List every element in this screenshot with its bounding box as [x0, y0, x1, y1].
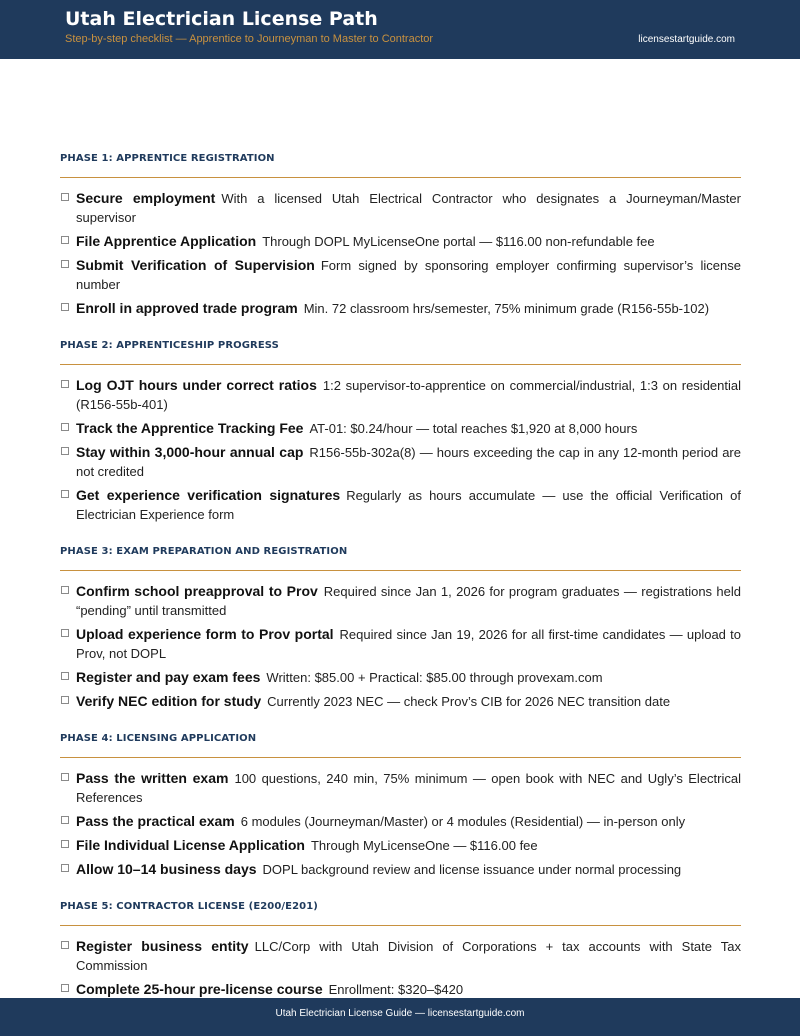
checklist-item-label: Enroll in approved trade program [76, 300, 298, 316]
checklist-item [60, 189, 741, 227]
checkbox[interactable] [61, 816, 69, 824]
phase-section [60, 332, 741, 524]
checklist-item-description: Through MyLicenseOne — $116.00 fee [310, 838, 538, 853]
checklist-item-label: Verify NEC edition for study [76, 693, 262, 709]
checklist-item-label: File Individual License Application [76, 837, 305, 853]
checklist-item [60, 860, 741, 879]
checklist-item [60, 419, 741, 438]
checklist-item [60, 692, 741, 711]
checklist-item-label: Get experience verification signatures [76, 487, 341, 503]
checkbox[interactable] [61, 672, 69, 680]
checklist-item-label: File Apprentice Application [76, 233, 257, 249]
footer-text: Utah Electrician License Guide — licensestartguide.com [275, 1008, 525, 1019]
checklist [60, 769, 741, 879]
checklist-item [60, 769, 741, 807]
checklist-item [60, 668, 741, 687]
checklist-item-label: Secure employment [76, 190, 216, 206]
checkbox[interactable] [61, 193, 69, 201]
phase-section [60, 538, 741, 711]
checklist-item-description: 100 questions, 240 min, 75% minimum — open book with NEC and Ugly’s Electrical References [76, 771, 741, 805]
page-header [0, 0, 800, 59]
checkbox[interactable] [61, 303, 69, 311]
checklist-item [60, 232, 741, 251]
checklist-item-label: Register and pay exam fees [76, 669, 261, 685]
checkbox[interactable] [61, 941, 69, 949]
page-subtitle: Step-by-step checklist — Apprentice to Journeyman to Master to Contractor [65, 33, 434, 45]
checklist-item [60, 256, 741, 294]
checklist-item-label: Log OJT hours under correct ratios [76, 377, 317, 393]
checklist-item-label: Submit Verification of Supervision [76, 257, 315, 273]
checklist-item-description: 1:2 supervisor-to-apprentice on commercial/industrial, 1:3 on residential (R156-55b-401) [76, 378, 742, 412]
checklist-item-description: Enrollment: $320–$420 [328, 982, 464, 997]
checklist [60, 937, 741, 999]
checklist-item-description: LLC/Corp with Utah Division of Corporations + tax accounts with State Tax Commission [76, 939, 741, 973]
phase-title: PHASE 1: APPRENTICE REGISTRATION [60, 145, 741, 178]
checklist-item-description: Min. 72 classroom hrs/semester, 75% minimum grade (R156-55b-102) [303, 301, 710, 316]
checkbox[interactable] [61, 236, 69, 244]
checklist-item-label: Upload experience form to Prov portal [76, 626, 334, 642]
checklist-item-description: 6 modules (Journeyman/Master) or 4 modules (Residential) — in-person only [240, 814, 686, 829]
checkbox[interactable] [61, 696, 69, 704]
checklist-item-label: Complete 25-hour pre-license course [76, 981, 323, 997]
page-title: Utah Electrician License Path [65, 8, 378, 30]
checklist-item [60, 376, 741, 414]
checklist-item-description: Required since Jan 19, 2026 for all first-time candidates — upload to Prov, not DOPL [76, 627, 741, 661]
phase-title: PHASE 5: CONTRACTOR LICENSE (E200/E201) [60, 893, 741, 926]
checklist-item-description: Currently 2023 NEC — check Prov’s CIB for 2026 NEC transition date [267, 694, 671, 709]
checklist-item [60, 980, 741, 999]
checklist-item [60, 812, 741, 831]
checklist-item-description: Form signed by sponsoring employer confirming supervisor’s license number [76, 258, 741, 292]
checklist [60, 189, 741, 318]
checkbox[interactable] [61, 864, 69, 872]
phase-section [60, 145, 741, 318]
checklist-content [60, 145, 741, 1013]
checkbox[interactable] [61, 490, 69, 498]
checklist-item-label: Allow 10–14 business days [76, 861, 257, 877]
checklist-item [60, 299, 741, 318]
checkbox[interactable] [61, 984, 69, 992]
checkbox[interactable] [61, 260, 69, 268]
checklist-item-label: Track the Apprentice Tracking Fee [76, 420, 304, 436]
checklist-item [60, 582, 741, 620]
phase-section [60, 893, 741, 999]
checklist-item-description: Written: $85.00 + Practical: $85.00 through provexam.com [266, 670, 603, 685]
page-footer [0, 998, 800, 1036]
checklist-item-description: With a licensed Utah Electrical Contractor who designates a Journeyman/Master supervisor [76, 191, 741, 225]
phase-title: PHASE 3: EXAM PREPARATION AND REGISTRATION [60, 538, 741, 571]
checklist-item-description: Required since Jan 1, 2026 for program graduates — registrations held “pending” until transmitted [76, 584, 741, 618]
phase-title: PHASE 4: LICENSING APPLICATION [60, 725, 741, 758]
checklist-item-description: DOPL background review and license issuance under normal processing [262, 862, 682, 877]
checklist-item-description: AT-01: $0.24/hour — total reaches $1,920 at 8,000 hours [309, 421, 638, 436]
checklist-item [60, 443, 741, 481]
checklist-item-label: Confirm school preapproval to Prov [76, 583, 318, 599]
site-url[interactable]: licensestartguide.com [638, 34, 735, 45]
checkbox[interactable] [61, 840, 69, 848]
checklist-item-description: R156-55b-302a(8) — hours exceeding the cap in any 12-month period are not credited [76, 445, 741, 479]
checklist [60, 376, 741, 524]
checkbox[interactable] [61, 629, 69, 637]
checklist [60, 582, 741, 711]
checklist-item-label: Stay within 3,000-hour annual cap [76, 444, 304, 460]
checklist-item [60, 486, 741, 524]
checklist-item [60, 836, 741, 855]
checklist-item-label: Pass the practical exam [76, 813, 235, 829]
checklist-item-description: Through DOPL MyLicenseOne portal — $116.00 non-refundable fee [262, 234, 655, 249]
checkbox[interactable] [61, 586, 69, 594]
checkbox[interactable] [61, 423, 69, 431]
checkbox[interactable] [61, 447, 69, 455]
checkbox[interactable] [61, 773, 69, 781]
checklist-item [60, 937, 741, 975]
phase-section [60, 725, 741, 879]
checkbox[interactable] [61, 380, 69, 388]
phase-title: PHASE 2: APPRENTICESHIP PROGRESS [60, 332, 741, 365]
checklist-item-label: Register business entity [76, 938, 249, 954]
checklist-item-description: Regularly as hours accumulate — use the official Verification of Electrician Experience form [76, 488, 741, 522]
checklist-item-label: Pass the written exam [76, 770, 229, 786]
checklist-item [60, 625, 741, 663]
